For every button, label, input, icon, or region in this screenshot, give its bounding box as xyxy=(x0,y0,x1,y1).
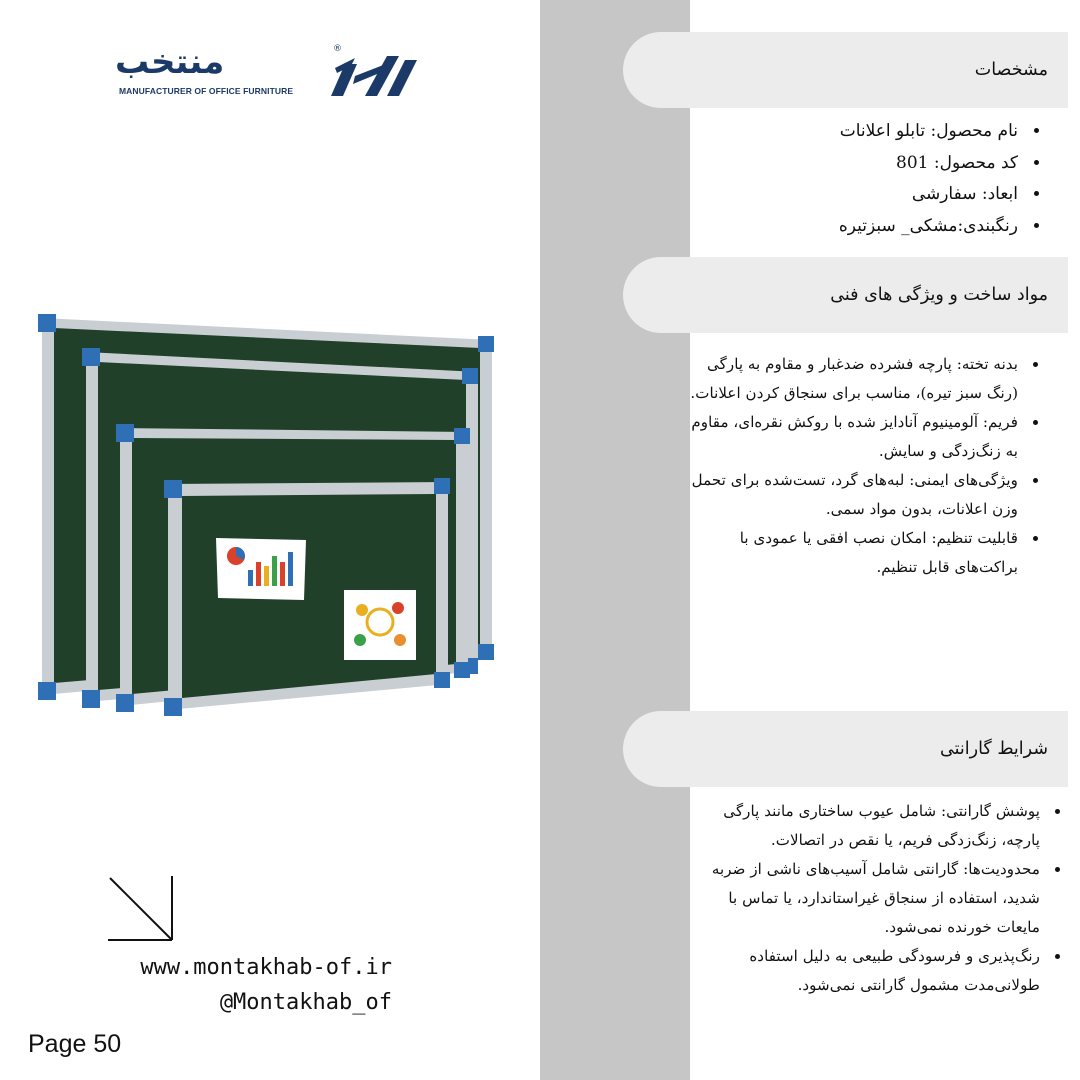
section-title-materials: مواد ساخت و ویژگی های فنی xyxy=(830,285,1048,305)
pinned-diagram-paper xyxy=(344,590,416,660)
gray-divider-strip xyxy=(540,0,690,1080)
page-number: Page 50 xyxy=(28,1030,122,1058)
list-item: • فریم: آلومینیوم آنادایز شده با روکش نقره‌ای، مقاوم به زنگ‌زدگی و سایش. xyxy=(687,408,1022,466)
list-item: • محدودیت‌ها: گارانتی شامل آسیب‌های ناشی از ضربه شدید، استفاده از سنجاق غیراستاندارد، یا تماس با مایعات خورنده نمی‌شود. xyxy=(702,855,1044,942)
section-title-specs: مشخصات xyxy=(974,60,1048,80)
website-url[interactable]: www.montakhab-of.ir xyxy=(140,955,392,980)
section-header-warranty xyxy=(623,711,1068,787)
list-item: • ابعاد: سفارشی xyxy=(722,179,1022,211)
list-item: • قابلیت تنظیم: امکان نصب افقی یا عمودی با براکت‌های قابل تنظیم. xyxy=(687,524,1022,582)
list-item: • پوشش گارانتی: شامل عیوب ساختاری مانند پارگی پارچه، زنگ‌زدگی فریم، یا نقص در اتصالات. xyxy=(702,797,1044,855)
product-photo-notice-boards xyxy=(34,300,504,720)
section-header-materials xyxy=(623,257,1068,333)
section-title-warranty: شرایط گارانتی xyxy=(940,739,1048,759)
arrow-down-right-icon xyxy=(106,874,178,946)
list-item: • ویژگی‌های ایمنی: لبه‌های گرد، تست‌شده برای تحمل وزن اعلانات، بدون مواد سمی. xyxy=(687,466,1022,524)
list-item: • بدنه تخته: پارچه فشرده ضدغبار و مقاوم به پارگی (رنگ سبز تیره)، مناسب برای سنجاق کردن اعلانات. xyxy=(687,350,1022,408)
list-item: • نام محصول: تابلو اعلانات xyxy=(722,116,1022,148)
logo-registered-mark: ® xyxy=(333,44,342,54)
list-item: • کد محصول: 801 xyxy=(722,148,1022,180)
list-item: • رنگ‌پذیری و فرسودگی طبیعی به دلیل استفاده طولانی‌مدت مشمول گارانتی نمی‌شود. xyxy=(702,942,1044,1000)
logo-wordmark: منتخب xyxy=(115,42,225,82)
specs-list xyxy=(722,116,1040,242)
logo-emblem-icon xyxy=(321,50,417,98)
materials-list xyxy=(687,350,1040,582)
warranty-list xyxy=(702,797,1062,1000)
pinned-chart-paper xyxy=(216,538,306,600)
logo-tagline: MANUFACTURER OF OFFICE FURNITURE xyxy=(119,86,294,96)
brand-logo xyxy=(115,42,415,102)
social-handle[interactable]: @Montakhab_of xyxy=(219,990,392,1015)
list-item: • رنگبندی:مشکی_ سبزتیره xyxy=(722,211,1022,243)
section-header-specs xyxy=(623,32,1068,108)
